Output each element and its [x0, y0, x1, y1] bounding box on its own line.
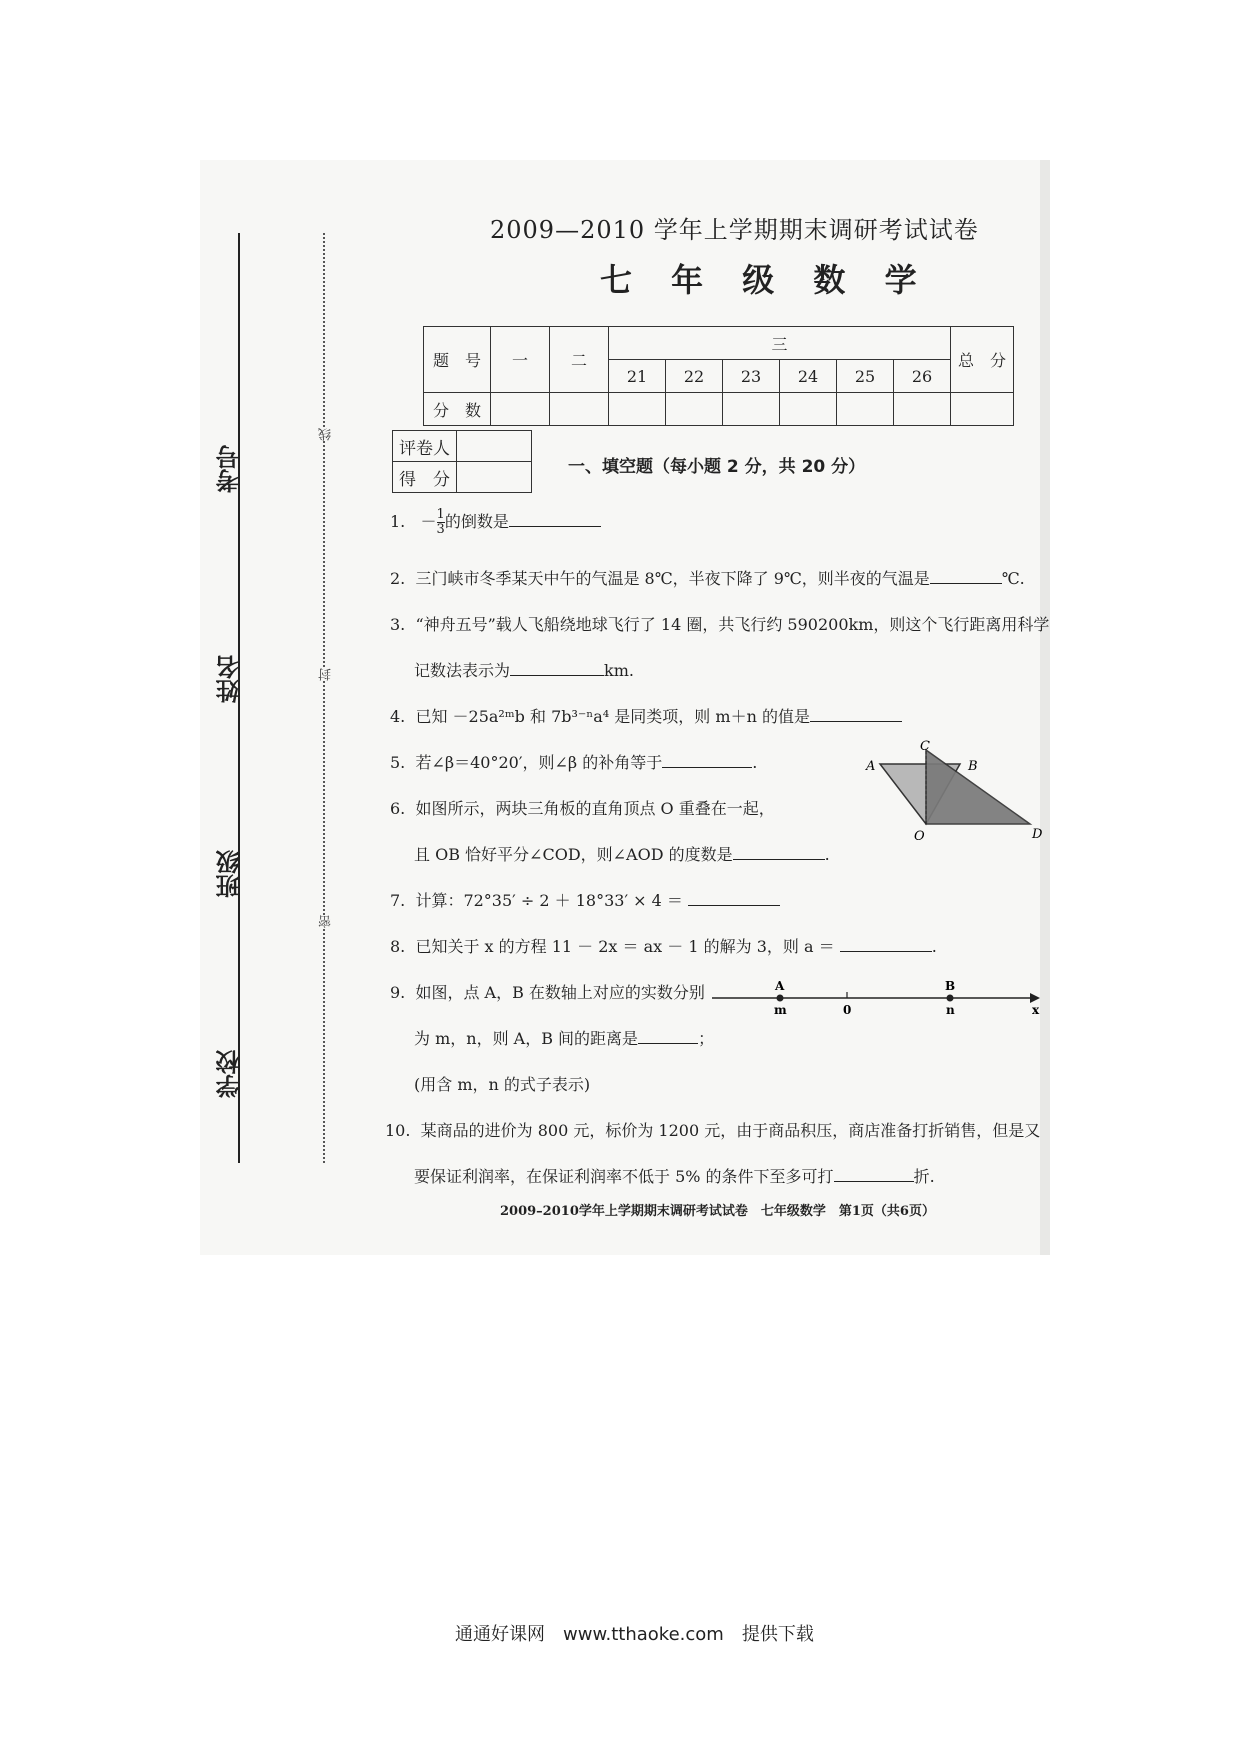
score-table	[423, 326, 1014, 426]
question-3	[390, 612, 1049, 635]
seal-mark-seal: 封	[319, 668, 334, 681]
col-part-two: 二	[550, 327, 609, 393]
point-label-c: C	[920, 740, 930, 754]
col-q21: 21	[609, 360, 666, 393]
question-7	[390, 888, 780, 911]
number-line-figure	[710, 978, 1045, 1018]
fraction-numerator: 1	[436, 507, 445, 522]
score-cell[interactable]	[609, 393, 666, 426]
label-x: x	[1032, 1003, 1040, 1017]
answer-blank[interactable]	[840, 937, 932, 952]
answer-blank[interactable]	[510, 661, 604, 676]
question-number: 6.	[390, 799, 406, 818]
points-label: 得 分	[393, 462, 457, 493]
exam-title: 2009—2010 学年上学期期末调研考试试卷	[490, 216, 979, 244]
question-text: 某商品的进价为 800 元，标价为 1200 元，由于商品积压，商店准备打折销售，但是又	[420, 1121, 1041, 1140]
answer-blank[interactable]	[834, 1167, 914, 1182]
question-text: 三门峡市冬季某天中午的气温是 8℃，半夜下降了 9℃，则半夜的气温是	[415, 569, 930, 588]
col-q24: 24	[780, 360, 837, 393]
question-3-line2	[414, 658, 634, 681]
score-cell[interactable]	[894, 393, 951, 426]
col-q25: 25	[837, 360, 894, 393]
question-text: 若∠β＝40°20′，则∠β 的补角等于	[415, 753, 663, 772]
section-title: 一、填空题（每小题 2 分，共 20 分）	[568, 457, 866, 477]
question-text: 的倒数是	[444, 512, 509, 531]
question-number: 3.	[390, 615, 406, 634]
question-number: 9.	[390, 983, 406, 1002]
question-6	[390, 796, 775, 819]
question-number: 7.	[390, 891, 406, 910]
label-m: m	[774, 1003, 787, 1017]
answer-blank[interactable]	[733, 845, 825, 860]
question-1	[390, 508, 601, 537]
row-label-score: 分 数	[424, 393, 491, 426]
axis-arrow	[1030, 993, 1040, 1003]
question-text: 要保证利润率，在保证利润率不低于 5% 的条件下至多可打	[414, 1167, 834, 1186]
row-label-question-no: 题 号	[424, 327, 491, 393]
question-number: 2.	[390, 569, 406, 588]
score-cell[interactable]	[666, 393, 723, 426]
question-text: 计算：72°35′ ÷ 2 ＋ 18°33′ × 4 ＝	[415, 891, 683, 910]
point-b	[947, 995, 954, 1002]
question-number: 10.	[385, 1121, 411, 1140]
set-square-right	[926, 750, 1030, 824]
page-footer: 2009–2010学年上学期期末调研考试试卷 七年级数学 第1页（共6页）	[500, 1204, 935, 1219]
col-total: 总 分	[951, 327, 1014, 393]
question-text: 已知 －25a²ᵐb 和 7b³⁻ⁿa⁴ 是同类项，则 m＋n 的值是	[415, 707, 810, 726]
col-q22: 22	[666, 360, 723, 393]
question-text: “神舟五号”载人飞船绕地球飞行了 14 圈，共飞行约 590200km，则这个飞行距离用科学	[415, 615, 1050, 634]
scan-edge	[1040, 160, 1050, 1255]
fraction-denominator: 3	[436, 522, 445, 537]
point-label-o: O	[914, 829, 925, 844]
triangle-figure	[860, 740, 1050, 850]
question-10	[385, 1118, 1040, 1141]
question-8	[390, 934, 937, 957]
point-a	[777, 995, 784, 1002]
col-part-three: 三	[609, 327, 951, 360]
question-number: 4.	[390, 707, 406, 726]
question-9-line2	[414, 1026, 714, 1049]
answer-blank[interactable]	[810, 707, 902, 722]
unit-text: 折.	[913, 1167, 935, 1186]
credit-line: 通通好课网 www.tthaoke.com 提供下载	[455, 1624, 814, 1645]
point-label-d: D	[1032, 827, 1043, 842]
col-q26: 26	[894, 360, 951, 393]
question-9	[390, 980, 705, 1003]
question-text: 如图所示，两块三角板的直角顶点 O 重叠在一起，	[415, 799, 775, 818]
question-number: 1.	[390, 512, 406, 531]
unit-text: ℃.	[1001, 569, 1025, 588]
name-label: 姓名	[216, 655, 244, 703]
seal-mark-line: 线	[319, 428, 334, 441]
grader-cell[interactable]	[457, 431, 532, 462]
question-text: 已知关于 x 的方程 11 － 2x ＝ ax － 1 的解为 3，则 a ＝	[415, 937, 835, 956]
question-4	[390, 704, 902, 727]
period: .	[824, 845, 830, 864]
question-2	[390, 566, 1025, 589]
score-cell[interactable]	[951, 393, 1014, 426]
answer-blank[interactable]	[662, 753, 752, 768]
label-zero: 0	[843, 1003, 852, 1017]
col-q23: 23	[723, 360, 780, 393]
col-part-one: 一	[491, 327, 550, 393]
seal-dotted-line	[323, 233, 325, 1163]
unit-text: km.	[604, 661, 634, 680]
answer-blank[interactable]	[688, 891, 780, 906]
class-label: 班级	[216, 850, 244, 898]
period: .	[931, 937, 937, 956]
point-label-b: B	[968, 759, 978, 774]
fraction	[437, 508, 445, 537]
score-cell[interactable]	[780, 393, 837, 426]
point-label-a: A	[866, 759, 876, 774]
question-5	[390, 750, 757, 773]
grader-label: 评卷人	[393, 431, 457, 462]
label-b: B	[945, 979, 956, 993]
score-cell[interactable]	[550, 393, 609, 426]
school-label: 学校	[216, 1050, 244, 1098]
question-text: 且 OB 恰好平分∠COD，则∠AOD 的度数是	[414, 845, 733, 864]
minus-sign: －	[420, 512, 437, 531]
score-cell[interactable]	[723, 393, 780, 426]
label-n: n	[946, 1003, 955, 1017]
question-6-line2	[414, 842, 830, 865]
question-10-line2	[414, 1164, 935, 1187]
question-9-note: (用含 m，n 的式子表示)	[414, 1075, 591, 1094]
points-cell[interactable]	[457, 462, 532, 493]
exam-number-label: 考号	[216, 445, 244, 493]
question-text: 为 m，n，则 A，B 间的距离是	[414, 1029, 639, 1048]
semicolon: ；	[698, 1029, 715, 1048]
answer-blank[interactable]	[638, 1029, 698, 1044]
question-number: 8.	[390, 937, 406, 956]
answer-blank[interactable]	[509, 512, 601, 527]
question-text: 如图，点 A，B 在数轴上对应的实数分别	[415, 983, 705, 1002]
score-cell[interactable]	[491, 393, 550, 426]
question-text: 记数法表示为	[414, 661, 511, 680]
score-cell[interactable]	[837, 393, 894, 426]
grader-table	[392, 430, 532, 493]
answer-blank[interactable]	[930, 569, 1002, 584]
label-a: A	[775, 979, 785, 993]
seal-mark-secret: 密	[319, 915, 334, 928]
subject-title: 七 年 级 数 学	[600, 261, 931, 299]
question-number: 5.	[390, 753, 406, 772]
period: .	[752, 753, 758, 772]
